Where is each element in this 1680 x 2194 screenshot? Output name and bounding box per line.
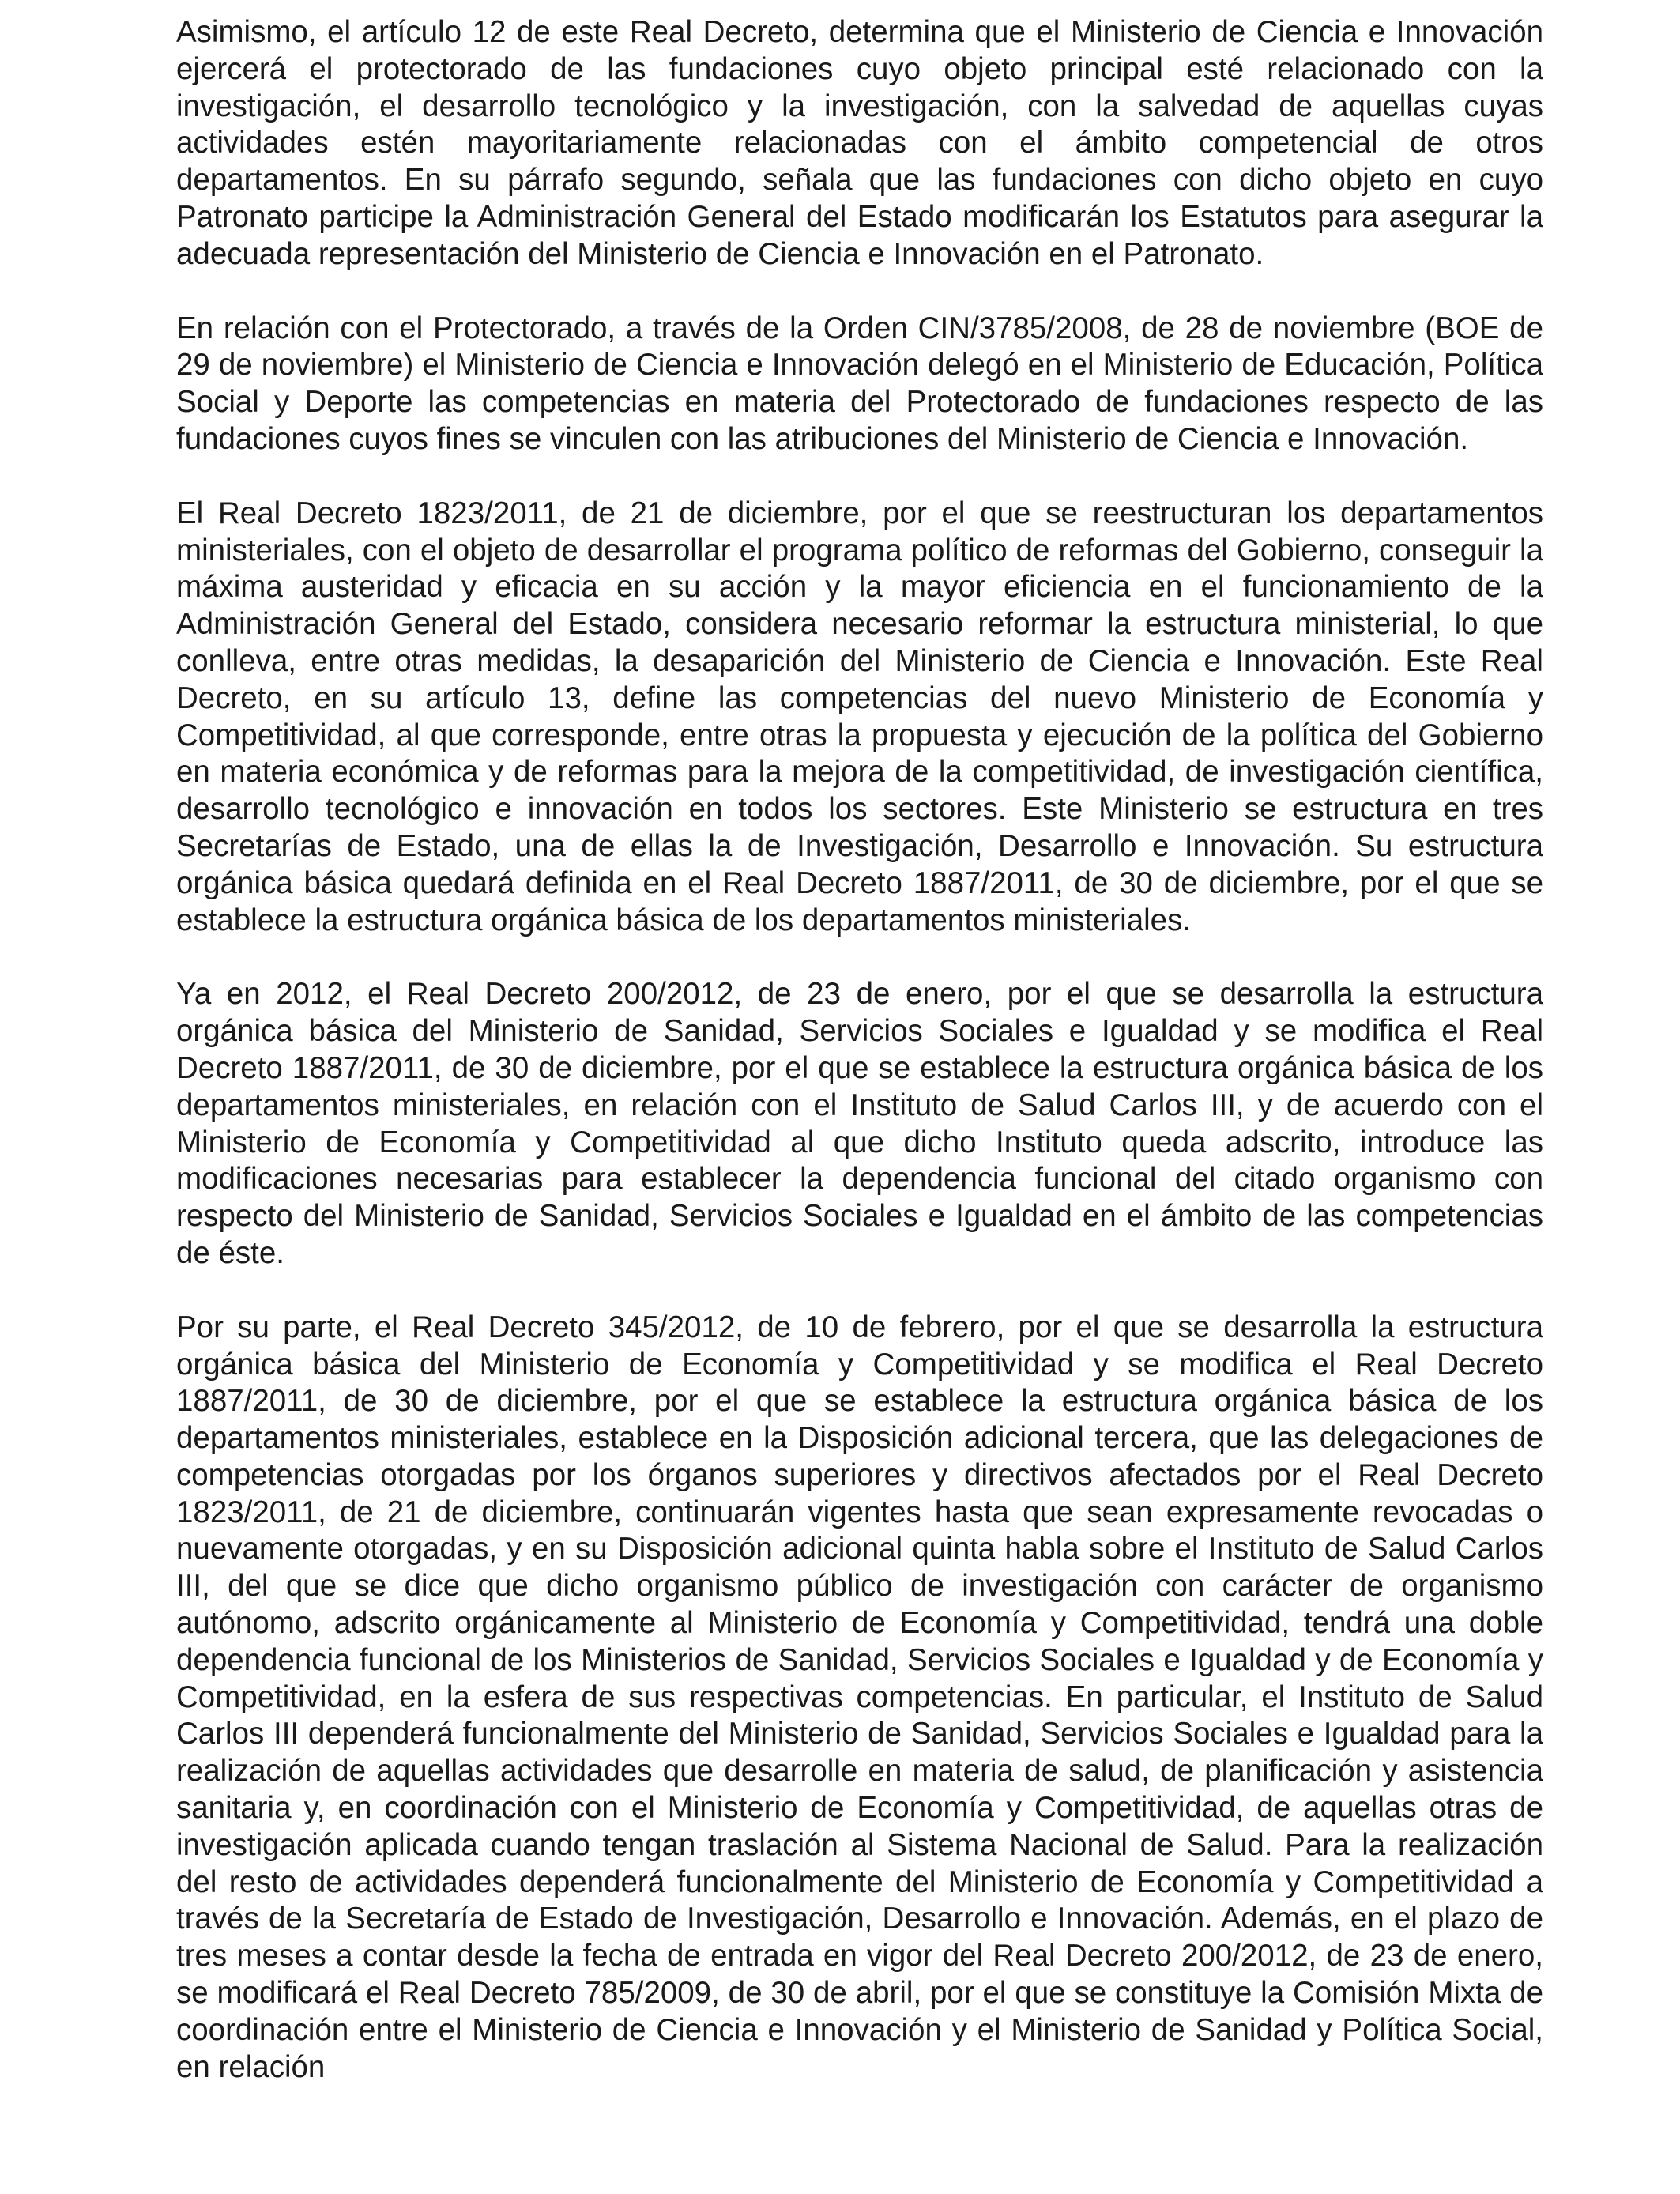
document-page xyxy=(176,0,1543,2194)
paragraph-real-decreto-345: Por su parte, el Real Decreto 345/2012, de 10 de febrero, por el que se desarrolla la estructura orgánica básica del Ministerio de Economía y Competitividad y se modifica el Real Decreto 1887/2011, de 30 de diciembre, por el que se establece la estructura orgánica básica de los departamentos ministeriales, establece en la Disposición adicional tercera, que las delegaciones de competencias otorgadas por los órganos superiores y directivos afectados por el Real Decreto 1823/2011, de 21 de diciembre, continuarán vigentes hasta que sean expresamente revocadas o nuevamente otorgadas, y en su Disposición adicional quinta habla sobre el Instituto de Salud Carlos III, del que se dice que dicho organismo público de investigación con carácter de organismo autónomo, adscrito orgánicamente al Ministerio de Economía y Competitividad, tendrá una doble dependencia funcional de los Ministerios de Sanidad, Servicios Sociales e Igualdad y de Economía y Competitividad, en la esfera de sus respectivas competencias. En particular, el Instituto de Salud Carlos III dependerá funcionalmente del Ministerio de Sanidad, Servicios Sociales e Igualdad para la realización de aquellas actividades que desarrolle en materia de salud, de planificación y asistencia sanitaria y, en coordinación con el Ministerio de Economía y Competitividad, de aquellas otras de investigación aplicada cuando tengan traslación al Sistema Nacional de Salud. Para la realización del resto de actividades dependerá funcionalmente del Ministerio de Economía y Competitividad a través de la Secretaría de Estado de Investigación, Desarrollo e Innovación. Además, en el plazo de tres meses a contar desde la fecha de entrada en vigor del Real Decreto 200/2012, de 23 de enero, se modificará el Real Decreto 785/2009, de 30 de abril, por el que se constituye la Comisión Mixta de coordinación entre el Ministerio de Ciencia e Innovación y el Ministerio de Sanidad y Política Social, en relación xyxy=(176,1310,1543,2084)
paragraph-articulo-12: Asimismo, el artículo 12 de este Real Decreto, determina que el Ministerio de Ciencia e Innovación ejercerá el protectorado de las fundaciones cuyo objeto principal esté relacionado con la investigación, el desarrollo tecnológico y la investigación, con la salvedad de aquellas cuyas actividades estén mayoritariamente relacionadas con el ámbito competencial de otros departamentos. En su párrafo segundo, señala que las fundaciones con dicho objeto en cuyo Patronato participe la Administración General del Estado modificarán los Estatutos para asegurar la adecuada representación del Ministerio de Ciencia e Innovación en el Patronato. xyxy=(176,15,1543,271)
paragraph-protectorado: En relación con el Protectorado, a través de la Orden CIN/3785/2008, de 28 de noviembre (BOE de 29 de noviembre) el Ministerio de Ciencia e Innovación delegó en el Ministerio de Educación, Política Social y Deporte las competencias en materia del Protectorado de fundaciones respecto de las fundaciones cuyos fines se vinculen con las atribuciones del Ministerio de Ciencia e Innovación. xyxy=(176,311,1543,456)
paragraph-real-decreto-1823: El Real Decreto 1823/2011, de 21 de diciembre, por el que se reestructuran los departamentos ministeriales, con el objeto de desarrollar el programa político de reformas del Gobierno, conseguir la máxima austeridad y eficacia en su acción y la mayor eficiencia en el funcionamiento de la Administración General del Estado, considera necesario reformar la estructura ministerial, lo que conlleva, entre otras medidas, la desaparición del Ministerio de Ciencia e Innovación. Este Real Decreto, en su artículo 13, define las competencias del nuevo Ministerio de Economía y Competitividad, al que corresponde, entre otras la propuesta y ejecución de la política del Gobierno en materia económica y de reformas para la mejora de la competitividad, de investigación científica, desarrollo tecnológico e innovación en todos los sectores. Este Ministerio se estructura en tres Secretarías de Estado, una de ellas la de Investigación, Desarrollo e Innovación. Su estructura orgánica básica quedará definida en el Real Decreto 1887/2011, de 30 de diciembre, por el que se establece la estructura orgánica básica de los departamentos ministeriales. xyxy=(176,496,1543,937)
paragraph-real-decreto-200: Ya en 2012, el Real Decreto 200/2012, de 23 de enero, por el que se desarrolla la estructura orgánica básica del Ministerio de Sanidad, Servicios Sociales e Igualdad y se modifica el Real Decreto 1887/2011, de 30 de diciembre, por el que se establece la estructura orgánica básica de los departamentos ministeriales, en relación con el Instituto de Salud Carlos III, y de acuerdo con el Ministerio de Economía y Competitividad al que dicho Instituto queda adscrito, introduce las modificaciones necesarias para establecer la dependencia funcional del citado organismo con respecto del Ministerio de Sanidad, Servicios Sociales e Igualdad en el ámbito de las competencias de éste. xyxy=(176,977,1543,1270)
